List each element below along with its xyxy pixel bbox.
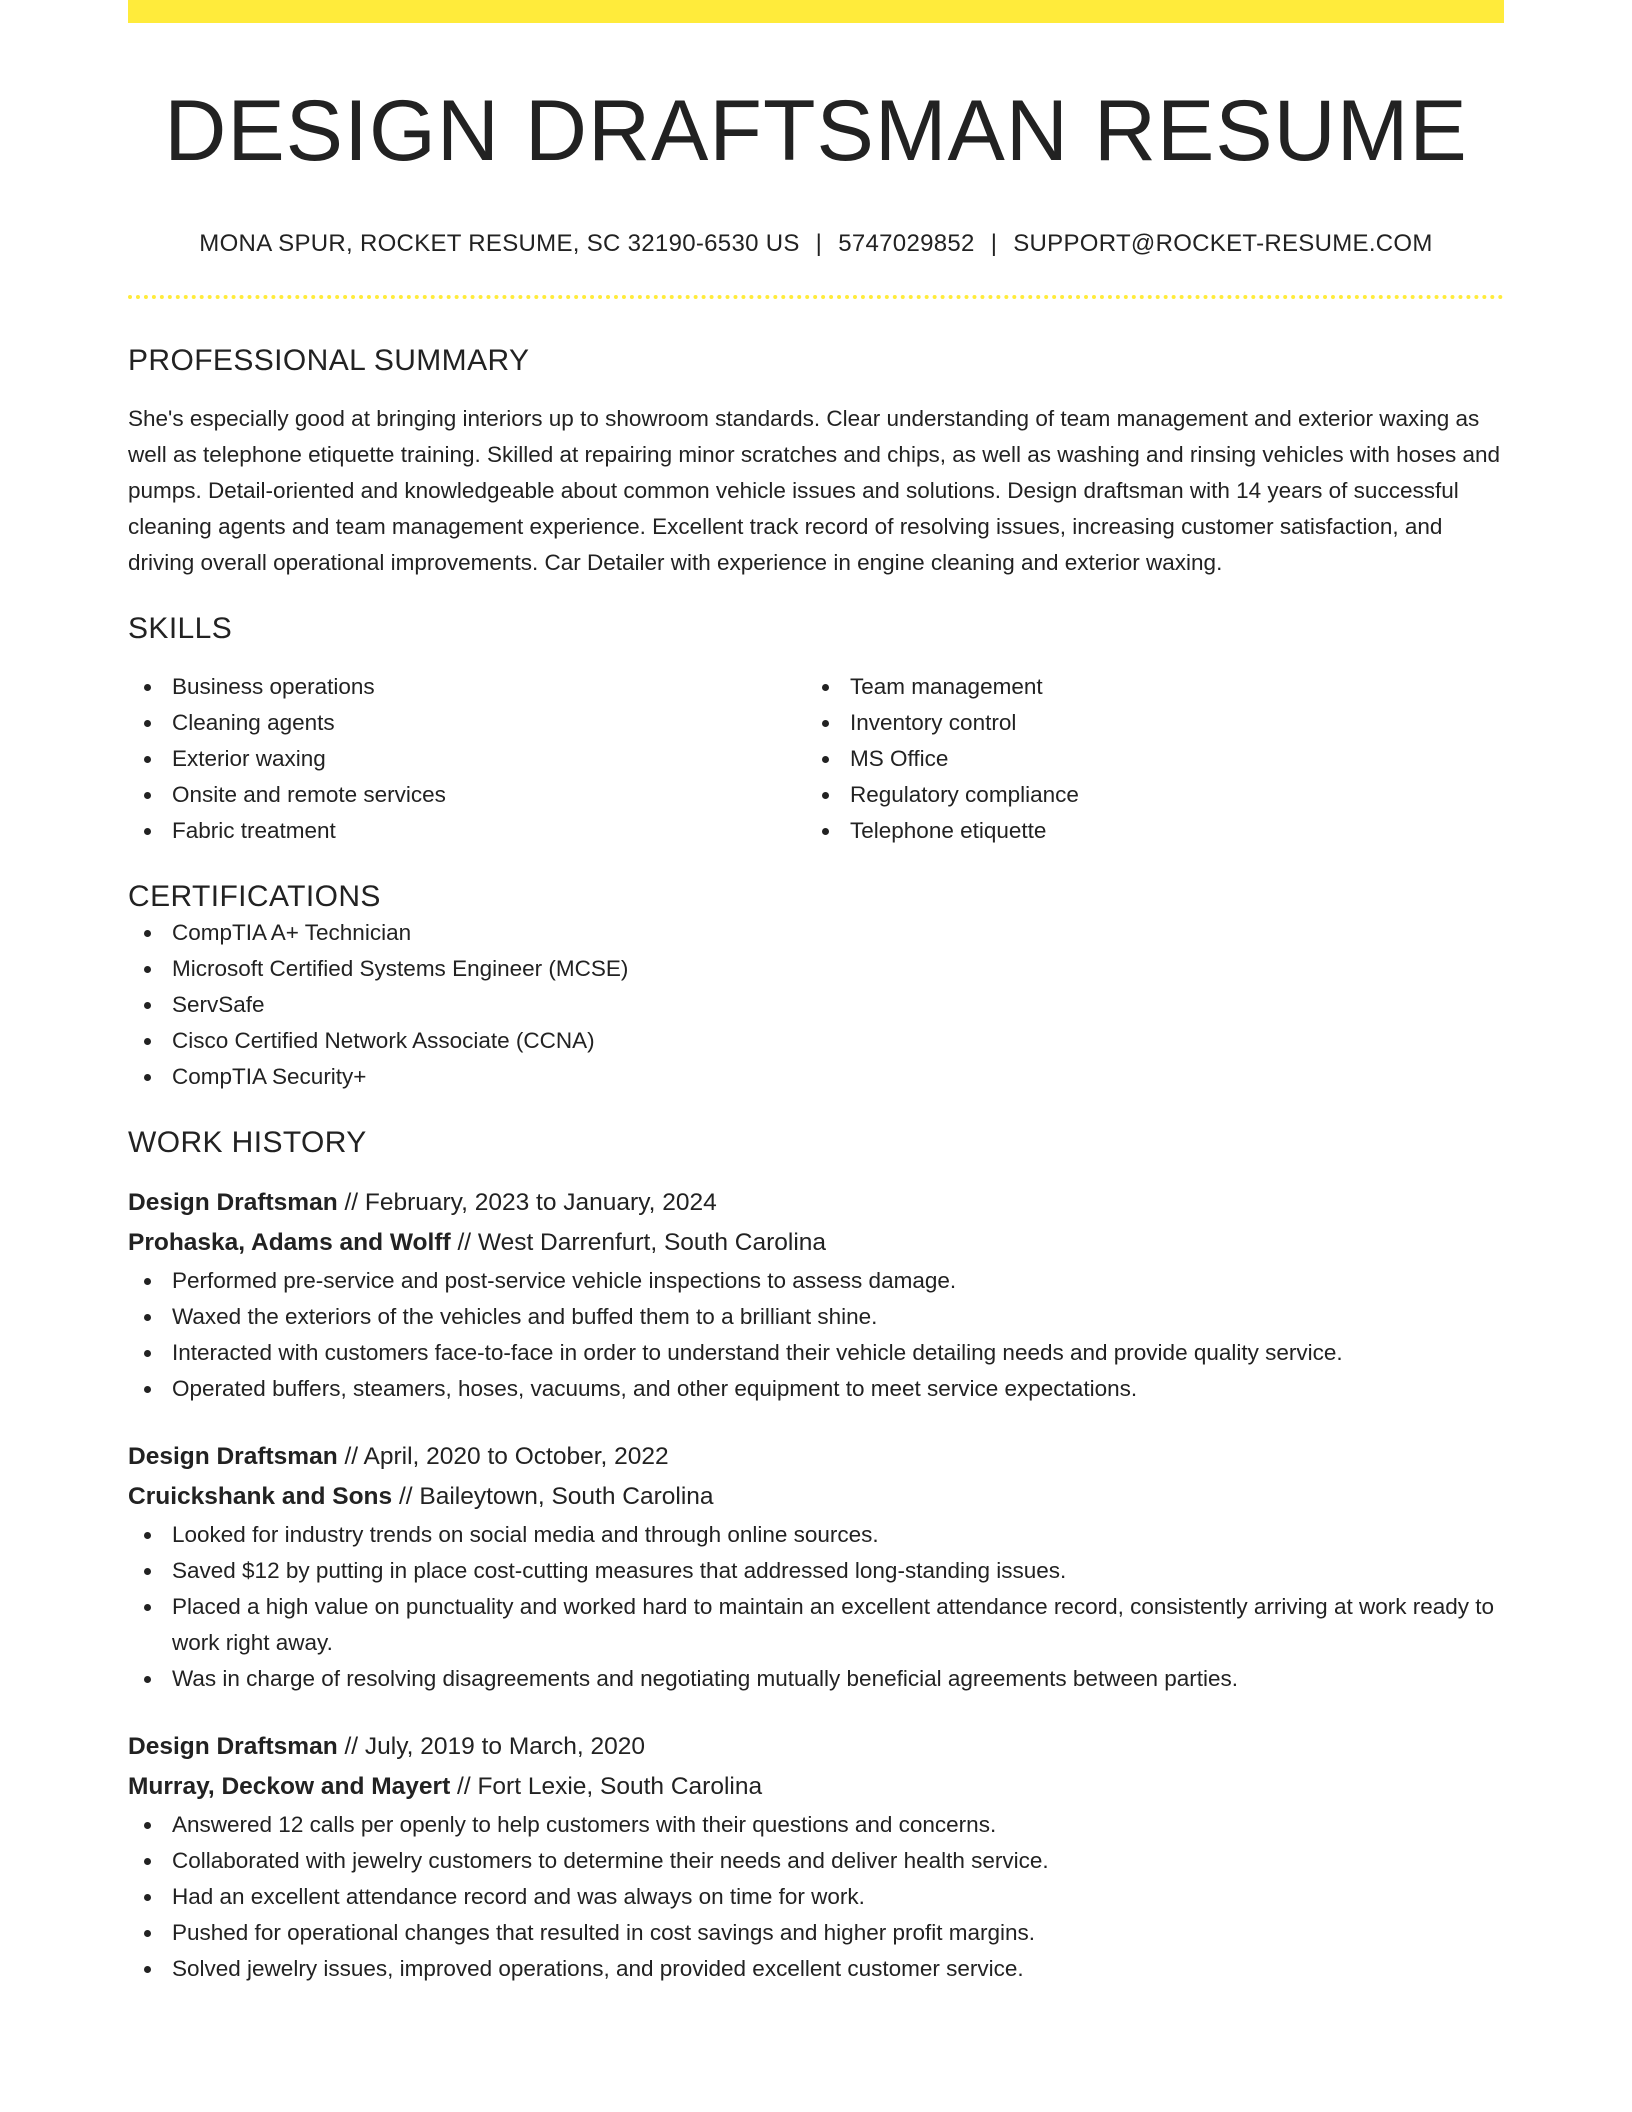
job-dates: // July, 2019 to March, 2020	[337, 1733, 645, 1760]
job-duty-item: Collaborated with jewelry customers to determine their needs and deliver health service.	[128, 1843, 1504, 1879]
contact-address: MONA SPUR, ROCKET RESUME, SC 32190-6530 US	[199, 230, 800, 257]
job-dates: // April, 2020 to October, 2022	[337, 1443, 669, 1470]
contact-line	[128, 229, 1504, 259]
top-accent-bar	[128, 0, 1504, 23]
job-role-line	[128, 1183, 1504, 1223]
skills-list-right	[806, 669, 1484, 849]
job-duties-list	[128, 1263, 1504, 1407]
skill-item: Regulatory compliance	[806, 777, 1484, 813]
skills-list-left	[128, 669, 806, 849]
skills-heading: SKILLS	[128, 612, 233, 645]
certifications-list	[128, 915, 1504, 1095]
skills-grid	[128, 669, 1504, 849]
skill-item: MS Office	[806, 741, 1484, 777]
job-company: Murray, Deckow and Mayert	[128, 1773, 451, 1800]
job-role-line	[128, 1437, 1504, 1477]
job-duty-item: Waxed the exteriors of the vehicles and buffed them to a brilliant shine.	[128, 1299, 1504, 1335]
job-entry	[128, 1183, 1504, 1407]
skill-item: Fabric treatment	[128, 813, 806, 849]
work-history-heading: WORK HISTORY	[128, 1126, 367, 1159]
job-role-line	[128, 1727, 1504, 1767]
job-duty-item: Answered 12 calls per openly to help customers with their questions and concerns.	[128, 1807, 1504, 1843]
job-duty-item: Operated buffers, steamers, hoses, vacuums, and other equipment to meet service expectations.	[128, 1371, 1504, 1407]
job-role: Design Draftsman	[128, 1443, 338, 1470]
skill-item: Exterior waxing	[128, 741, 806, 777]
skill-item: Telephone etiquette	[806, 813, 1484, 849]
job-entry	[128, 1727, 1504, 1987]
job-company: Cruickshank and Sons	[128, 1483, 393, 1510]
job-location: // West Darrenfurt, South Carolina	[450, 1229, 827, 1256]
skill-item: Team management	[806, 669, 1484, 705]
skill-item: Inventory control	[806, 705, 1484, 741]
skills-column-right	[806, 669, 1484, 849]
skill-item: Onsite and remote services	[128, 777, 806, 813]
resume-title: DESIGN DRAFTSMAN RESUME	[164, 83, 1468, 179]
dotted-divider	[128, 295, 1504, 299]
certification-item: CompTIA A+ Technician	[128, 915, 1504, 951]
certification-item: Microsoft Certified Systems Engineer (MCSE)	[128, 951, 1504, 987]
job-duty-item: Pushed for operational changes that resulted in cost savings and higher profit margins.	[128, 1915, 1504, 1951]
skills-column-left	[128, 669, 806, 849]
job-company-line	[128, 1477, 1504, 1517]
skill-item: Cleaning agents	[128, 705, 806, 741]
certification-item: ServSafe	[128, 987, 1504, 1023]
job-role: Design Draftsman	[128, 1189, 338, 1216]
summary-heading: PROFESSIONAL SUMMARY	[128, 344, 530, 377]
job-duty-item: Placed a high value on punctuality and worked hard to maintain an excellent attendance record, consistently arriving at work ready to work right away.	[128, 1589, 1504, 1661]
job-entry	[128, 1437, 1504, 1697]
job-company-line	[128, 1223, 1504, 1263]
job-duty-item: Performed pre-service and post-service vehicle inspections to assess damage.	[128, 1263, 1504, 1299]
resume-page	[128, 0, 1504, 1987]
certifications-heading: CERTIFICATIONS	[128, 880, 381, 913]
job-duty-item: Solved jewelry issues, improved operations, and provided excellent customer service.	[128, 1951, 1504, 1987]
job-company: Prohaska, Adams and Wolff	[128, 1229, 451, 1256]
job-duty-item: Was in charge of resolving disagreements and negotiating mutually beneficial agreements between parties.	[128, 1661, 1504, 1697]
job-dates: // February, 2023 to January, 2024	[337, 1189, 717, 1216]
job-duties-list	[128, 1807, 1504, 1987]
certification-item: CompTIA Security+	[128, 1059, 1504, 1095]
job-duty-item: Saved $12 by putting in place cost-cutting measures that addressed long-standing issues.	[128, 1553, 1504, 1589]
skill-item: Business operations	[128, 669, 806, 705]
contact-phone: 5747029852	[838, 230, 975, 257]
job-location: // Fort Lexie, South Carolina	[450, 1773, 763, 1800]
job-role: Design Draftsman	[128, 1733, 338, 1760]
summary-text: She's especially good at bringing interiors up to showroom standards. Clear understanding of team management and exterior waxing as well as telephone etiquette training. Skilled at repairing minor scratches and chips, as well as washing and rinsing vehicles with hoses and pumps. Detail-oriented and knowledgeable about common vehicle issues and solutions. Design draftsman with 14 years of successful cleaning agents and team management experience. Excellent track record of resolving issues, increasing customer satisfaction, and driving overall operational improvements. Car Detailer with experience in engine cleaning and exterior waxing.	[128, 406, 1501, 575]
job-duty-item: Looked for industry trends on social media and through online sources.	[128, 1517, 1504, 1553]
contact-separator: |	[815, 230, 823, 257]
certification-item: Cisco Certified Network Associate (CCNA)	[128, 1023, 1504, 1059]
job-duty-item: Had an excellent attendance record and was always on time for work.	[128, 1879, 1504, 1915]
job-duty-item: Interacted with customers face-to-face in order to understand their vehicle detailing needs and provide quality service.	[128, 1335, 1504, 1371]
contact-email: SUPPORT@ROCKET-RESUME.COM	[1013, 230, 1433, 257]
job-duties-list	[128, 1517, 1504, 1697]
job-company-line	[128, 1767, 1504, 1807]
contact-separator: |	[990, 230, 998, 257]
job-location: // Baileytown, South Carolina	[392, 1483, 714, 1510]
